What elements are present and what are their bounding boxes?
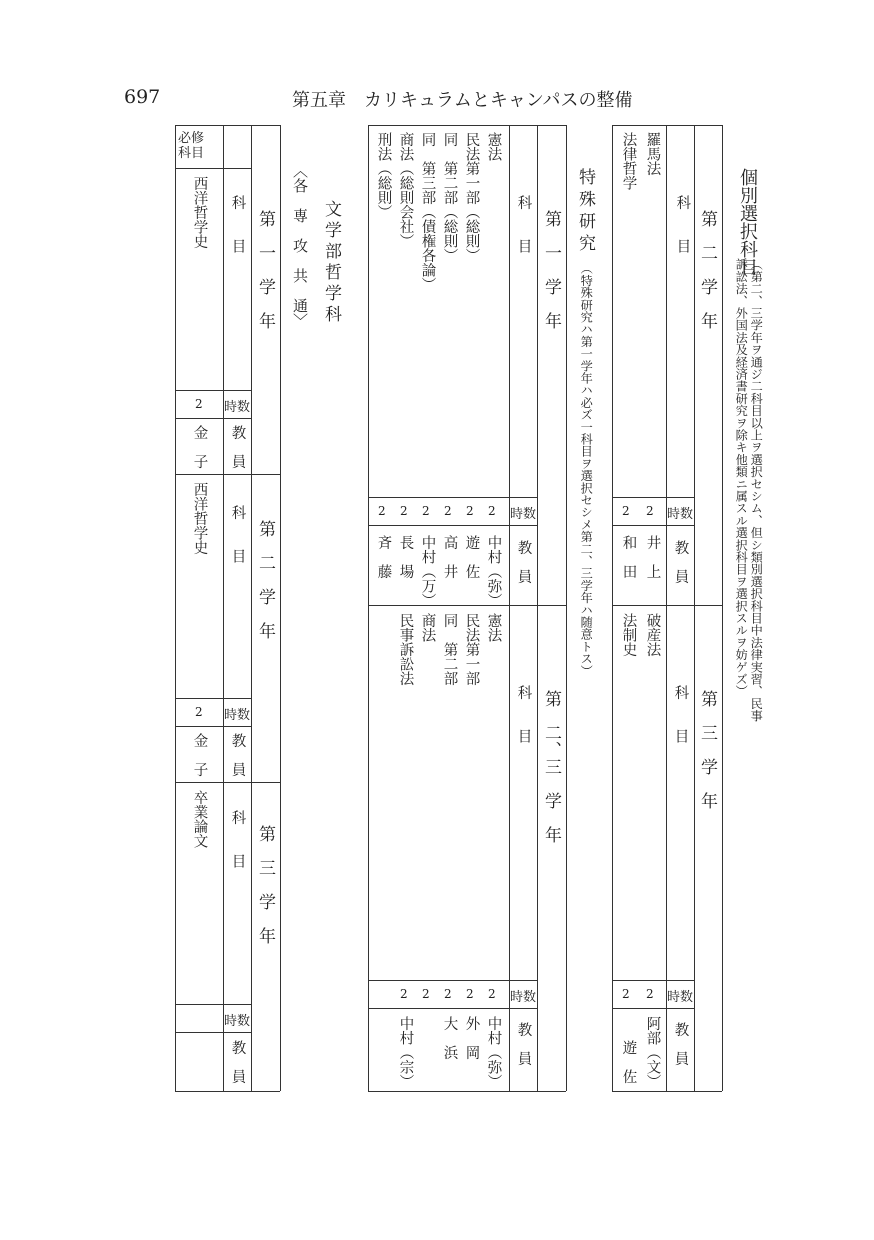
individual-year2-subject: 法律哲学 bbox=[620, 132, 637, 190]
individual-year3-hours: 2 bbox=[622, 987, 630, 1001]
special-year1-teacher: 遊 佐 bbox=[463, 535, 480, 579]
special-year23-teacher: 外 岡 bbox=[463, 1016, 480, 1060]
individual-year2-label: 第 二 学 年 bbox=[697, 210, 717, 329]
special-year23-teacher: 大 浜 bbox=[441, 1016, 458, 1060]
special-note: （特殊研究ハ第一学年ハ必ズ一科目ヲ選択セシメ第二、三学年ハ随意トス） bbox=[579, 262, 594, 677]
special-year23-hours: 2 bbox=[400, 987, 408, 1001]
bungaku-year2-label: 第 二 学 年 bbox=[255, 520, 275, 639]
individual-year3-teacher: 阿部（文） bbox=[644, 1016, 661, 1089]
individual-year2-teacher: 和 田 bbox=[620, 535, 637, 579]
special-year23-subject: 商法 bbox=[419, 613, 436, 642]
special-year23-teacher-header: 教 員 bbox=[515, 1022, 532, 1066]
special-year23-hours: 2 bbox=[444, 987, 452, 1001]
bungaku-year1-teacher: 金 子 bbox=[191, 425, 208, 469]
bungaku-year3-subject: 卒業論文 bbox=[191, 790, 208, 848]
bungaku-year2-subject-header: 科 目 bbox=[229, 505, 246, 563]
special-year1-teacher: 斉 藤 bbox=[375, 535, 392, 579]
special-year1-subject: 憲法 bbox=[485, 132, 502, 161]
bungaku-year3-label: 第 三 学 年 bbox=[255, 825, 275, 944]
special-year23-teacher: 中村（弥） bbox=[485, 1016, 502, 1089]
special-year1-subject: 民法第一部（総則） bbox=[463, 132, 480, 263]
bungaku-required-label bbox=[178, 131, 222, 161]
individual-year2-hours: 2 bbox=[622, 504, 630, 518]
bungaku-year2-subject: 西洋哲学史 bbox=[191, 482, 208, 555]
special-year1-hours: 2 bbox=[444, 504, 452, 518]
special-year23-hours: 2 bbox=[488, 987, 496, 1001]
individual-note-line2: 訴訟法、外国法及経済書研究ヲ除キ他類ニ属スル選択科目ヲ選択スルヲ妨ゲズ） bbox=[734, 258, 749, 698]
special-year1-hours: 2 bbox=[466, 504, 474, 518]
special-year23-subject: 民事訴訟法 bbox=[397, 613, 414, 686]
individual-year3-subject-header: 科 目 bbox=[672, 685, 689, 743]
individual-note-line1: （第二、三学年ヲ通ジ二科目以上ヲ選択セシム、但シ類別選択科目中法律実習、民事 bbox=[749, 258, 764, 722]
special-year1-teacher: 高 井 bbox=[441, 535, 458, 579]
individual-year3-subject: 法制史 bbox=[620, 613, 637, 657]
special-year1-subject-header: 科 目 bbox=[515, 195, 532, 253]
special-year1-label: 第 一 学 年 bbox=[541, 210, 561, 329]
special-year1-subject: 同 第二部（総則） bbox=[441, 132, 458, 263]
special-year23-subject: 憲法 bbox=[485, 613, 502, 642]
special-year1-teacher: 中村（弥） bbox=[485, 535, 502, 608]
individual-year2-teacher: 井 上 bbox=[644, 535, 661, 579]
special-title: 特殊研究 bbox=[575, 168, 595, 256]
special-year1-teacher: 長 場 bbox=[397, 535, 414, 579]
bungaku-year2-teacher: 金 子 bbox=[191, 733, 208, 777]
special-year23-hours: 2 bbox=[466, 987, 474, 1001]
special-year1-teacher-header: 教 員 bbox=[515, 540, 532, 584]
bungaku-subtitle: 〈各 専 攻 共 通〉 bbox=[291, 163, 309, 328]
special-year1-subject: 同 第三部（債権各論） bbox=[419, 132, 436, 292]
page-number: 697 bbox=[124, 86, 161, 108]
special-year23-hours: 2 bbox=[422, 987, 430, 1001]
individual-year3-hours: 2 bbox=[646, 987, 654, 1001]
special-year1-hours: 2 bbox=[488, 504, 496, 518]
special-year23-hours-header: 時数 bbox=[510, 990, 537, 1005]
special-year23-subject: 民法第一部 bbox=[463, 613, 480, 686]
individual-year2-teacher-header: 教 員 bbox=[672, 540, 689, 584]
special-year1-hours: 2 bbox=[378, 504, 386, 518]
special-year23-label: 第 二、三 学 年 bbox=[541, 690, 561, 843]
bungaku-title: 文学部哲学科 bbox=[321, 200, 341, 326]
individual-year3-teacher: 遊 佐 bbox=[620, 1040, 637, 1084]
special-year1-subject: 刑法（総則） bbox=[375, 132, 392, 219]
special-year1-hours-header: 時数 bbox=[510, 507, 537, 522]
special-year23-teacher: 中村（宗） bbox=[397, 1016, 414, 1089]
special-year1-hours: 2 bbox=[400, 504, 408, 518]
individual-year2-subject: 羅馬法 bbox=[644, 132, 661, 176]
individual-year2-hours-header: 時数 bbox=[667, 507, 694, 522]
bungaku-year1-label: 第 一 学 年 bbox=[255, 210, 275, 329]
bungaku-year1-hours-header: 時数 bbox=[224, 400, 251, 415]
bungaku-year2-hours-header: 時数 bbox=[224, 708, 251, 723]
bungaku-year1-subject: 西洋哲学史 bbox=[191, 176, 208, 249]
individual-year3-subject: 破産法 bbox=[644, 613, 661, 657]
bungaku-year1-subject-header: 科 目 bbox=[229, 195, 246, 253]
special-year1-subject: 商法（総則会社） bbox=[397, 132, 414, 248]
individual-title: 個別選択科目 bbox=[737, 168, 758, 276]
special-year1-teacher: 中村（万） bbox=[419, 535, 436, 608]
individual-year3-teacher-header: 教 員 bbox=[672, 1022, 689, 1066]
bungaku-year2-hours: 2 bbox=[195, 705, 203, 719]
individual-year2-hours: 2 bbox=[646, 504, 654, 518]
bungaku-year3-subject-header: 科 目 bbox=[229, 810, 246, 868]
bungaku-year3-hours-header: 時数 bbox=[224, 1014, 251, 1029]
bungaku-required-label-text: 必修科目 bbox=[178, 131, 205, 161]
bungaku-year3-teacher-header: 教 員 bbox=[229, 1040, 246, 1084]
chapter-title: 第五章 カリキュラムとキャンパスの整備 bbox=[292, 90, 633, 111]
bungaku-year2-teacher-header: 教 員 bbox=[229, 733, 246, 777]
special-year23-subject-header: 科 目 bbox=[515, 685, 532, 743]
bungaku-year1-teacher-header: 教 員 bbox=[229, 425, 246, 469]
individual-year3-label: 第 三 学 年 bbox=[697, 690, 717, 809]
bungaku-year1-hours: 2 bbox=[195, 397, 203, 411]
special-year23-subject: 同 第二部 bbox=[441, 613, 458, 686]
individual-year3-hours-header: 時数 bbox=[667, 990, 694, 1005]
special-year1-hours: 2 bbox=[422, 504, 430, 518]
individual-year2-subject-header: 科 目 bbox=[674, 195, 691, 253]
